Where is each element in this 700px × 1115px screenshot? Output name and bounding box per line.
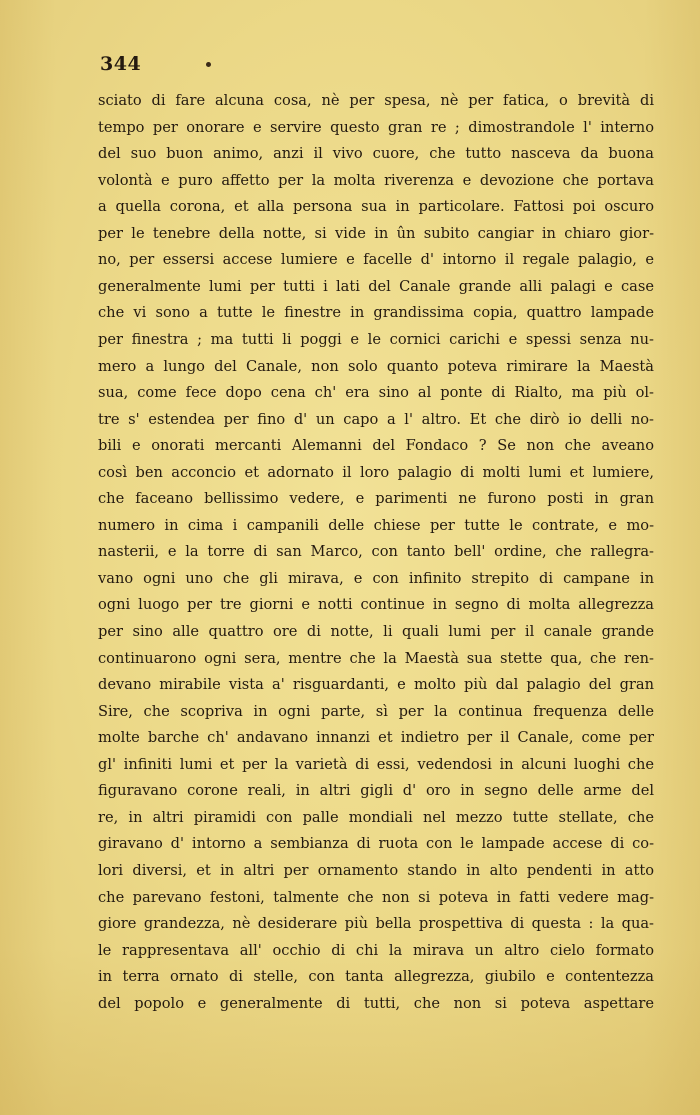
text-line: così ben acconcio et adornato il loro palagio di molti lumi et lumiere, (98, 463, 654, 481)
text-line: generalmente lumi per tutti i lati del Canale grande alli palagi e case (98, 277, 654, 295)
text-line: del popolo e generalmente di tutti, che non si poteva aspettare (98, 994, 654, 1012)
page-header (100, 52, 660, 76)
text-line: che faceano bellissimo vedere, e parimenti ne furono posti in gran (98, 490, 654, 508)
text-line: molte barche ch' andavano innanzi et indietro per il Canale, come per (98, 729, 654, 747)
text-line: mero a lungo del Canale, non solo quanto poteva rimirare la Maestà (98, 357, 654, 375)
text-line: ogni luogo per tre giorni e notti continue in segno di molta allegrezza (98, 596, 654, 614)
text-line: Sire, che scopriva in ogni parte, sì per la continua frequenza delle (98, 702, 654, 720)
body-text (98, 88, 660, 1018)
text-line: giravano d' intorno a sembianza di ruota con le lampade accese di co- (98, 835, 654, 853)
text-line: tempo per onorare e servire questo gran re ; dimostrandole l' interno (98, 118, 654, 136)
page-number: 344 (100, 53, 142, 75)
text-line: lori diversi, et in altri per ornamento stando in alto pendenti in atto (98, 861, 654, 879)
text-line: bili e onorati mercanti Alemanni del Fondaco ? Se non che aveano (98, 437, 654, 455)
text-line: no, per essersi accese lumiere e facelle d' intorno il regale palagio, e (98, 251, 654, 269)
text-line: a quella corona, et alla persona sua in particolare. Fattosi poi oscuro (98, 198, 654, 216)
text-line: vano ogni uno che gli mirava, e con infinito strepito di campane in (98, 569, 654, 587)
text-line: nasterii, e la torre di san Marco, con tanto bell' ordine, che rallegra- (98, 543, 654, 561)
text-line: sua, come fece dopo cena ch' era sino al ponte di Rialto, ma più ol- (98, 384, 654, 402)
text-line: per le tenebre della notte, si vide in ûn subito cangiar in chiaro gior- (98, 224, 654, 242)
text-line: che vi sono a tutte le finestre in grandissima copia, quattro lampade (98, 304, 654, 322)
text-line: le rappresentava all' occhio di chi la mirava un altro cielo formato (98, 941, 654, 959)
text-line: del suo buon animo, anzi il vivo cuore, che tutto nasceva da buona (98, 145, 654, 163)
text-line: che parevano festoni, talmente che non si poteva in fatti vedere mag- (98, 888, 654, 906)
text-line: sciato di fare alcuna cosa, nè per spesa, nè per fatica, o brevità di (98, 92, 654, 109)
ink-dot (206, 62, 211, 67)
text-line: giore grandezza, nè desiderare più bella prospettiva di questa : la qua- (98, 915, 654, 933)
text-line: devano mirabile vista a' risguardanti, e molto più dal palagio del gran (98, 676, 654, 694)
text-line: in terra ornato di stelle, con tanta allegrezza, giubilo e contentezza (98, 968, 654, 986)
text-line: volontà e puro affetto per la molta riverenza e devozione che portava (98, 171, 654, 189)
text-line: per finestra ; ma tutti li poggi e le cornici carichi e spessi senza nu- (98, 330, 654, 348)
text-line: continuarono ogni sera, mentre che la Maestà sua stette qua, che ren- (98, 649, 654, 667)
text-line: gl' infiniti lumi et per la varietà di essi, vedendosi in alcuni luoghi che (98, 755, 654, 773)
text-line: figuravano corone reali, in altri gigli d' oro in segno delle arme del (98, 782, 654, 800)
text-line: per sino alle quattro ore di notte, li quali lumi per il canale grande (98, 623, 654, 640)
text-line: re, in altri piramidi con palle mondiali nel mezzo tutte stellate, che (98, 808, 654, 826)
text-line: numero in cima i campanili delle chiese per tutte le contrate, e mo- (98, 516, 654, 534)
text-line: tre s' estendea per fino d' un capo a l' altro. Et che dirò io delli no- (98, 410, 654, 428)
